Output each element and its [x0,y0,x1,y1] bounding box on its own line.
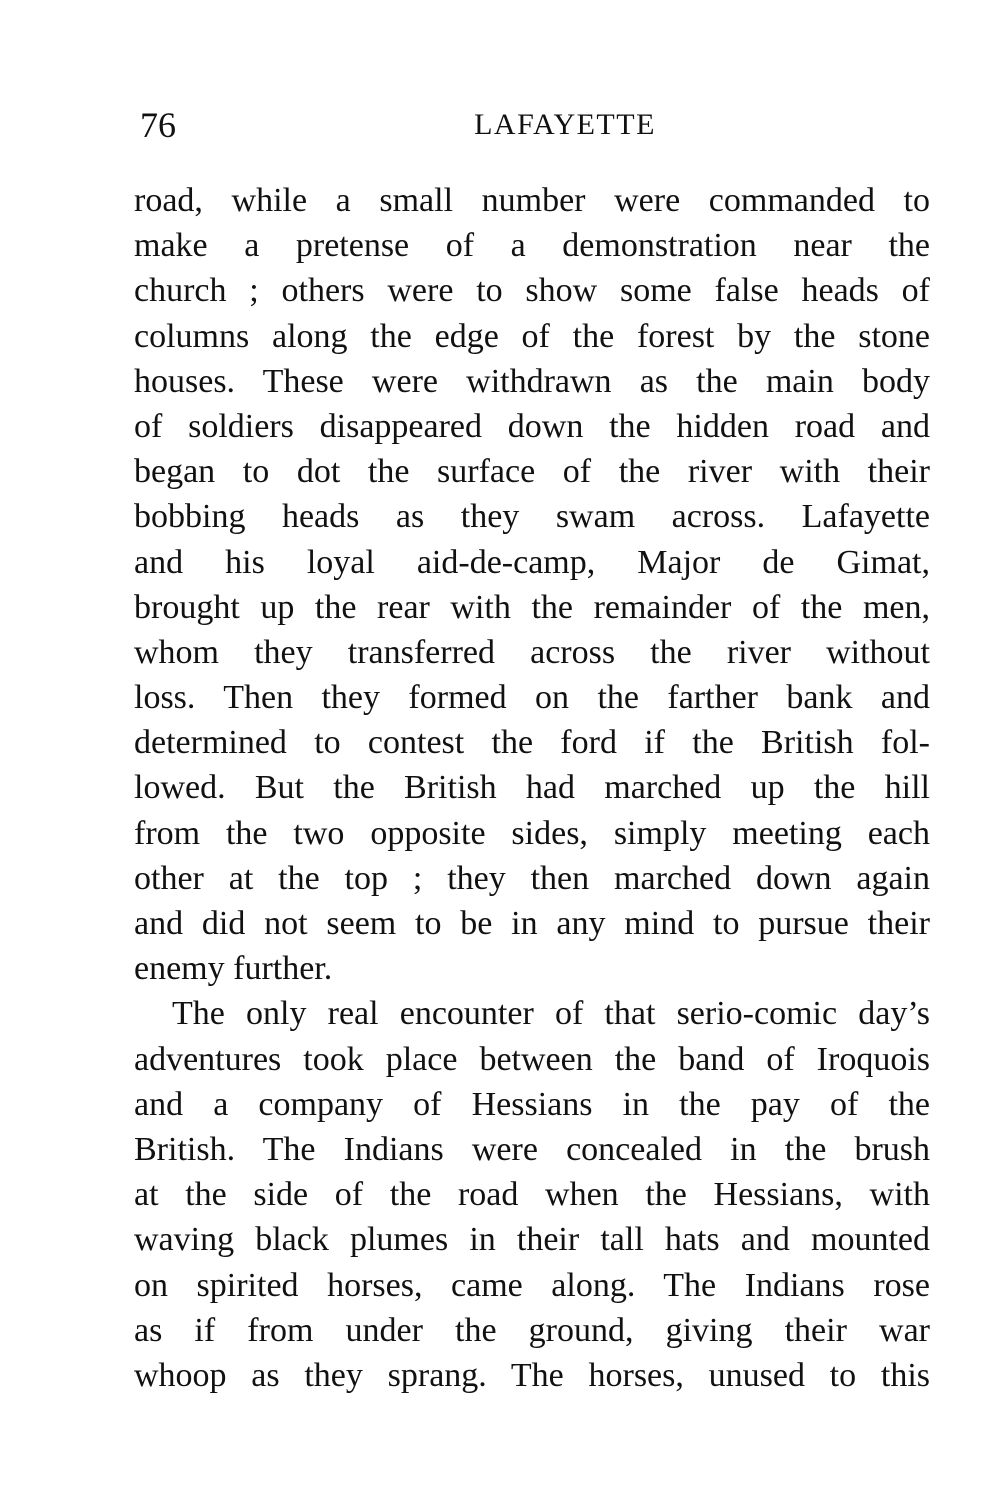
text-line: lowed. But the British had marched up the hill [134,769,930,807]
text-line: adventures took place between the band of Iroquois [134,1040,930,1078]
text-line: columns along the edge of the forest by the stone [134,317,930,355]
paragraph-2 [134,991,930,1398]
text-line: of soldiers disappeared down the hidden road and [134,407,930,445]
text-line: make a pretense of a demonstration near the [134,227,930,265]
text-line: whom they transferred across the river without [134,633,930,671]
text-line: at the side of the road when the Hessians, with [134,1176,930,1214]
text-line: bobbing heads as they swam across. Lafayette [134,498,930,536]
running-title: LAFAYETTE [474,108,656,141]
page-number: 76 [140,105,176,145]
text-line: The only real encounter of that serio-comic day’s [172,995,930,1033]
text-line: and a company of Hessians in the pay of the [134,1085,930,1123]
text-line: other at the top ; they then marched down again [134,859,930,897]
text-line: as if from under the ground, giving their war [134,1311,930,1349]
text-line: British. The Indians were concealed in the brush [134,1130,930,1168]
paragraph-1 [134,178,930,991]
text-line: and did not seem to be in any mind to pursue their [134,905,930,942]
text-line: from the two opposite sides, simply meeting each [134,814,930,852]
text-line: waving black plumes in their tall hats and mounted [134,1221,930,1259]
text-line: and his loyal aid-de-camp, Major de Gimat, [134,543,930,581]
text-line: whoop as they sprang. The horses, unused to this [134,1356,930,1394]
body-text [134,178,930,1398]
running-head [140,100,930,150]
text-line: road, while a small number were commanded to [134,182,930,219]
text-line: began to dot the surface of the river with their [134,453,930,491]
text-line: enemy further. [134,950,333,988]
text-line: loss. Then they formed on the farther bank and [134,679,930,717]
text-line: church ; others were to show some false heads of [134,272,930,310]
text-line: on spirited horses, came along. The Indians rose [134,1266,930,1304]
text-line: houses. These were withdrawn as the main body [134,362,930,400]
text-line: determined to contest the ford if the British fol- [134,724,930,762]
text-line: brought up the rear with the remainder of the men, [134,588,930,626]
